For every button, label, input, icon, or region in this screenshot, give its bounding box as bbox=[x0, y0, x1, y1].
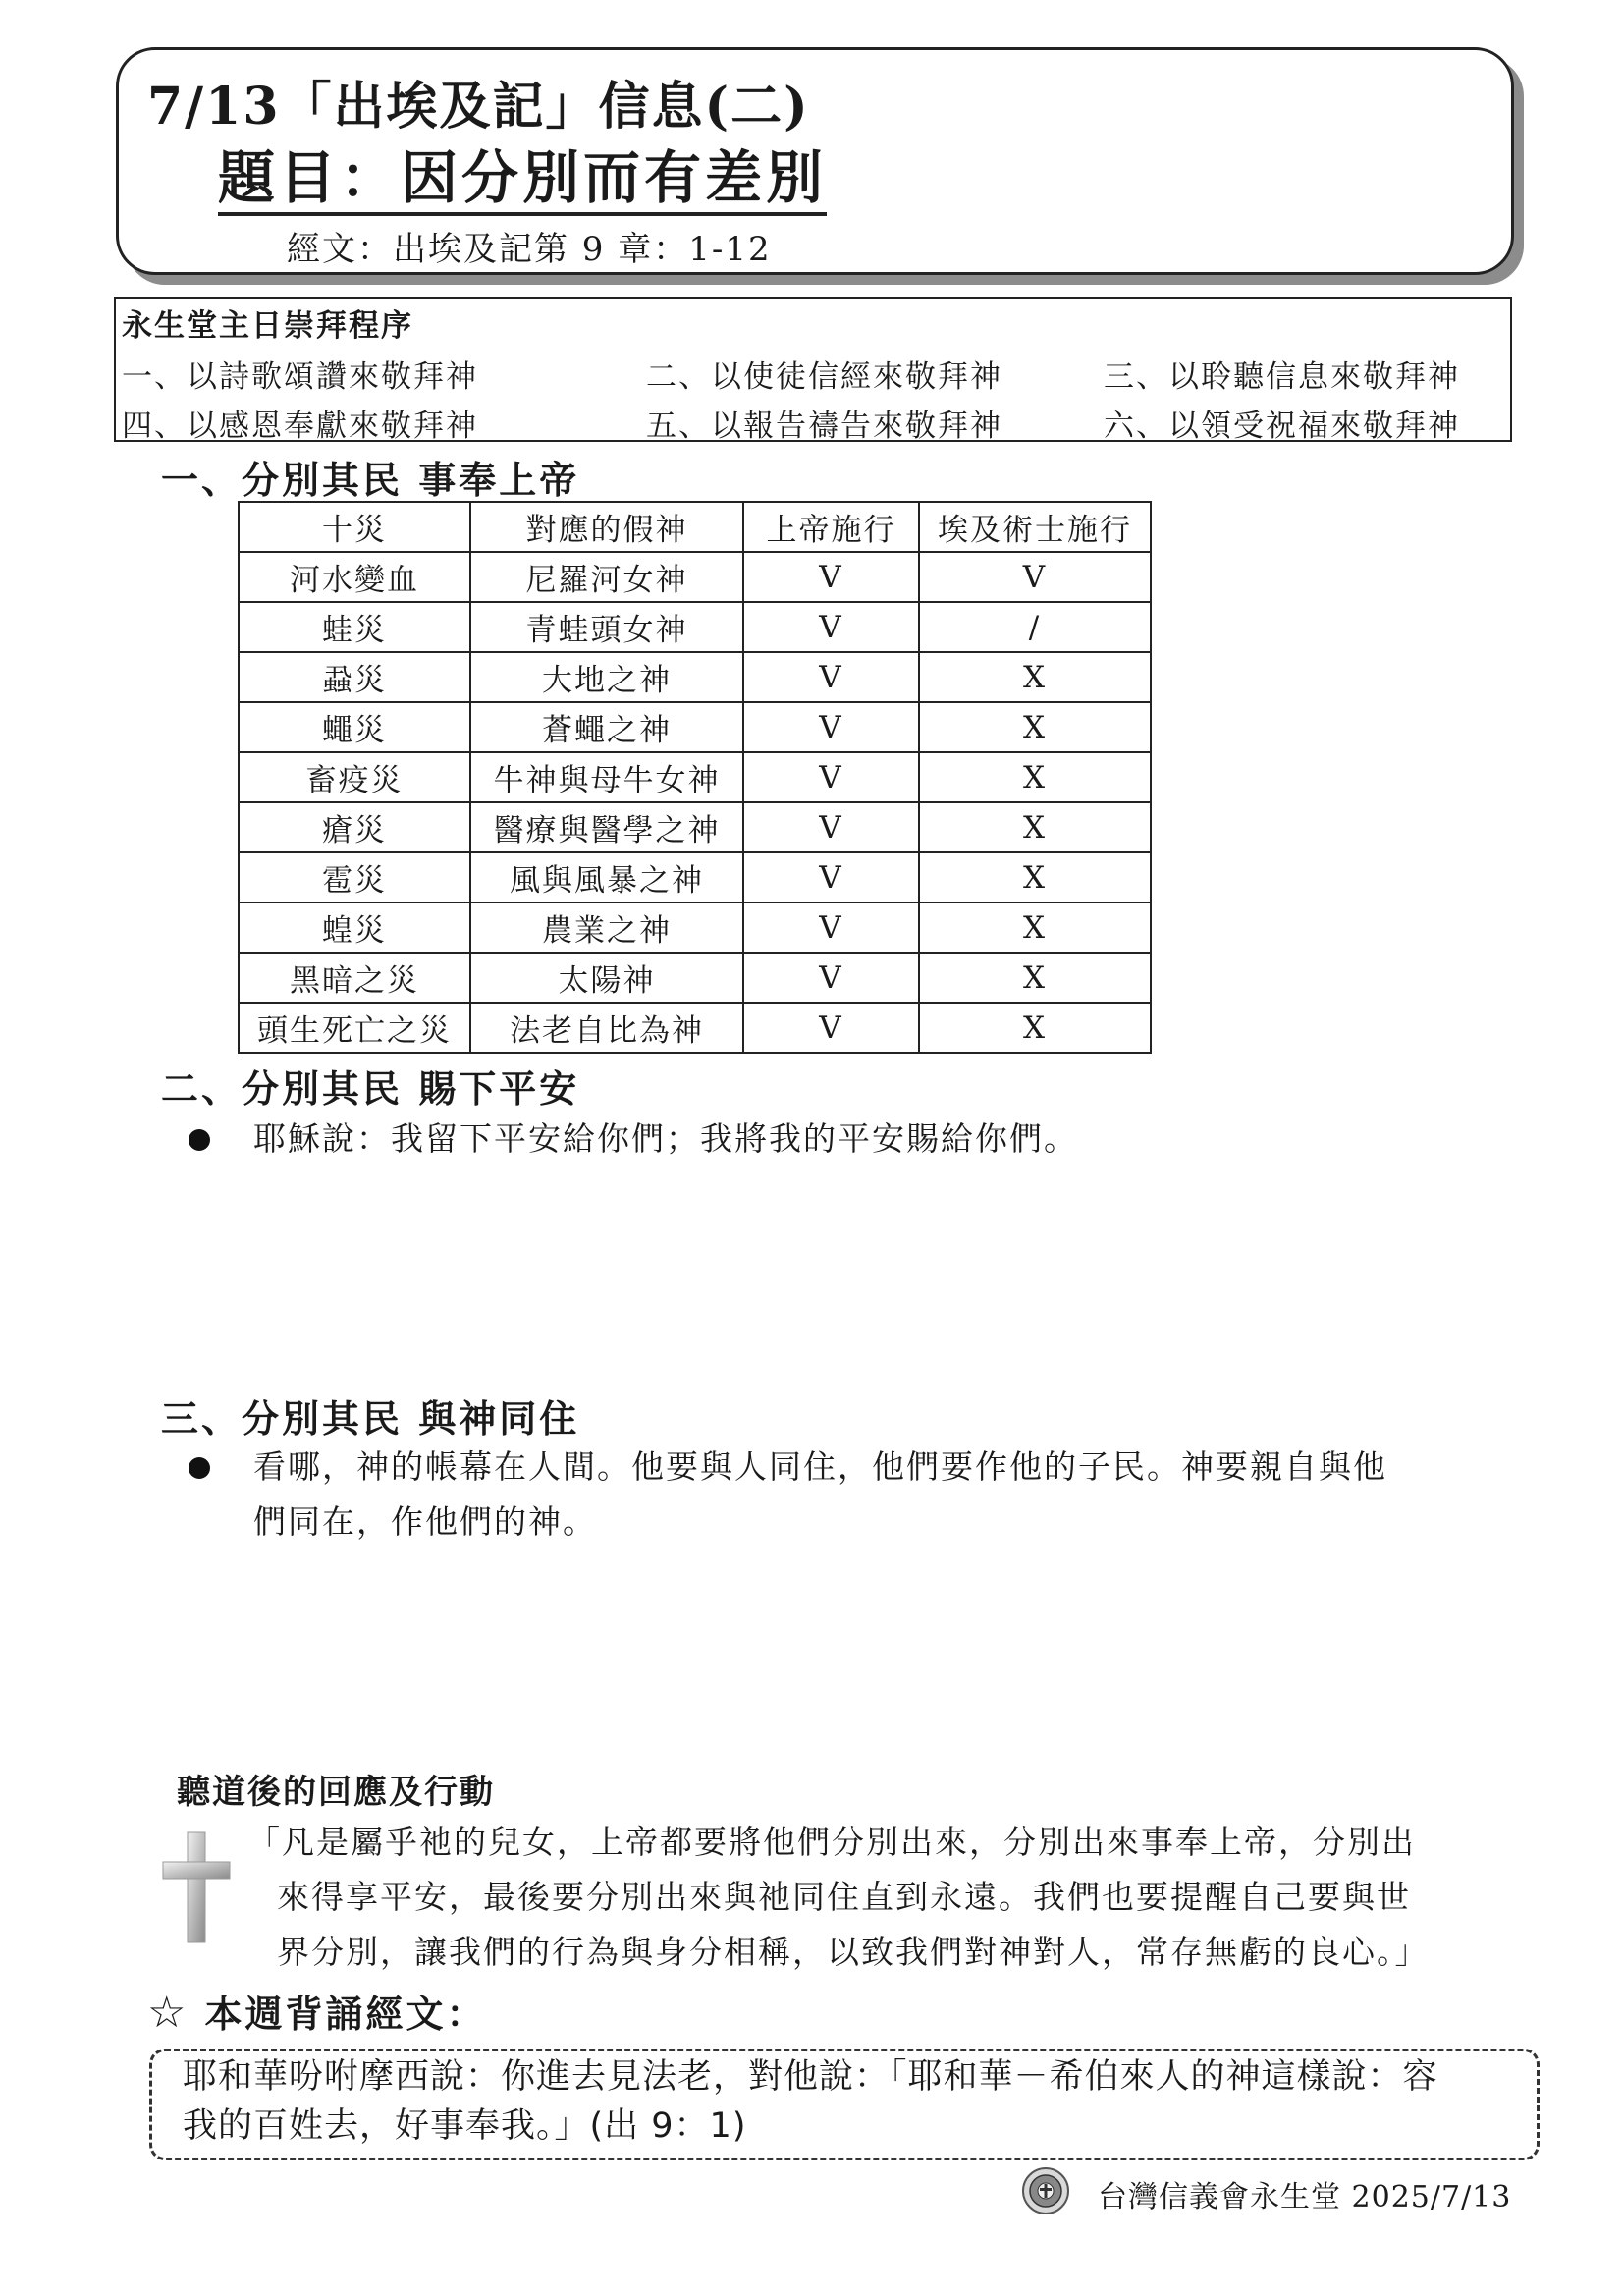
table-cell: V bbox=[743, 602, 919, 652]
table-cell: 蠅災 bbox=[239, 702, 470, 752]
table-cell: V bbox=[743, 852, 919, 902]
section2-heading: 二、分別其民 賜下平安 bbox=[161, 1066, 580, 1111]
sermon-series-title: 7/13「出埃及記」信息(二) bbox=[147, 77, 810, 137]
cross-icon bbox=[157, 1829, 236, 1946]
table-cell: V bbox=[743, 953, 919, 1003]
section3-bullet-line: 們同在，作他們的神。 bbox=[253, 1503, 597, 1541]
column-header: 埃及術士施行 bbox=[919, 502, 1151, 552]
column-header: 十災 bbox=[239, 502, 470, 552]
table-cell: V bbox=[919, 552, 1151, 602]
memory-verse-heading-text: 本週背誦經文： bbox=[204, 1993, 487, 2036]
table-row bbox=[239, 1003, 1151, 1053]
table-row bbox=[239, 953, 1151, 1003]
table-cell: 雹災 bbox=[239, 852, 470, 902]
table-row bbox=[239, 702, 1151, 752]
table-cell: 太陽神 bbox=[470, 953, 743, 1003]
sermon-title: 題目：因分別而有差別 bbox=[218, 145, 827, 216]
table-cell: X bbox=[919, 902, 1151, 953]
table-cell: 醫療與醫學之神 bbox=[470, 802, 743, 852]
section2-bullet-text: 耶穌說：我留下平安給你們；我將我的平安賜給你們。 bbox=[253, 1120, 1078, 1158]
worship-order-item: 三、以聆聽信息來敬拜神 bbox=[1104, 359, 1460, 395]
table-cell: V bbox=[743, 552, 919, 602]
worship-order-item: 一、以詩歌頌讚來敬拜神 bbox=[122, 359, 478, 395]
table-cell: V bbox=[743, 802, 919, 852]
worship-order-item: 五、以報告禱告來敬拜神 bbox=[646, 409, 1002, 444]
table-cell: 畜疫災 bbox=[239, 752, 470, 802]
table-row bbox=[239, 752, 1151, 802]
table-cell: 蝨災 bbox=[239, 652, 470, 702]
table-cell: V bbox=[743, 702, 919, 752]
table-cell: 頭生死亡之災 bbox=[239, 1003, 470, 1053]
column-header: 對應的假神 bbox=[470, 502, 743, 552]
footer-church-date: 台灣信義會永生堂 2025/7/13 bbox=[1098, 2180, 1512, 2214]
table-cell: / bbox=[919, 602, 1151, 652]
table-cell: 瘡災 bbox=[239, 802, 470, 852]
table-cell: 蛙災 bbox=[239, 602, 470, 652]
table-row bbox=[239, 902, 1151, 953]
table-row bbox=[239, 552, 1151, 602]
table-cell: X bbox=[919, 852, 1151, 902]
table-row bbox=[239, 602, 1151, 652]
table-cell: X bbox=[919, 1003, 1151, 1053]
response-title: 聽道後的回應及行動 bbox=[177, 1773, 495, 1812]
plagues-table bbox=[238, 501, 1152, 1054]
star-icon: ☆ bbox=[147, 1988, 189, 2038]
table-cell: 黑暗之災 bbox=[239, 953, 470, 1003]
response-text bbox=[247, 1815, 1524, 1980]
table-cell: V bbox=[743, 902, 919, 953]
table-cell: 尼羅河女神 bbox=[470, 552, 743, 602]
scripture-reference: 經文：出埃及記第 9 章：1-12 bbox=[287, 230, 772, 269]
section3-heading: 三、分別其民 與神同住 bbox=[161, 1396, 580, 1441]
table-cell: 風與風暴之神 bbox=[470, 852, 743, 902]
table-row bbox=[239, 802, 1151, 852]
table-cell: X bbox=[919, 953, 1151, 1003]
bullet-icon bbox=[189, 1457, 210, 1479]
church-seal-icon bbox=[1021, 2166, 1070, 2215]
table-header-row bbox=[239, 502, 1151, 552]
table-cell: 法老自比為神 bbox=[470, 1003, 743, 1053]
worship-order-title: 永生堂主日崇拜程序 bbox=[122, 308, 413, 344]
response-line: 來得享平安，最後要分別出來與祂同住直到永遠。我們也要提醒自己要與世 bbox=[277, 1878, 1411, 1916]
memory-verse-line: 我的百姓去，好事奉我。」(出 9：1) bbox=[183, 2106, 747, 2146]
table-cell: X bbox=[919, 652, 1151, 702]
response-line: 界分別，讓我們的行為與身分相稱，以致我們對神對人，常存無虧的良心。」 bbox=[277, 1933, 1430, 1971]
table-cell: 牛神與母牛女神 bbox=[470, 752, 743, 802]
table-row bbox=[239, 652, 1151, 702]
memory-verse-text bbox=[183, 2052, 1528, 2151]
table-cell: X bbox=[919, 702, 1151, 752]
table-cell: X bbox=[919, 752, 1151, 802]
table-cell: V bbox=[743, 752, 919, 802]
table-row bbox=[239, 852, 1151, 902]
worship-order-item: 二、以使徒信經來敬拜神 bbox=[646, 359, 1002, 395]
table-cell: 大地之神 bbox=[470, 652, 743, 702]
worship-order-item: 四、以感恩奉獻來敬拜神 bbox=[122, 409, 478, 444]
section3-bullet-line: 看哪，神的帳幕在人間。他要與人同住，他們要作他的子民。神要親自與他 bbox=[253, 1448, 1387, 1486]
memory-verse-heading bbox=[147, 1984, 486, 2038]
table-cell: 蝗災 bbox=[239, 902, 470, 953]
table-cell: V bbox=[743, 652, 919, 702]
section1-heading: 一、分別其民 事奉上帝 bbox=[161, 458, 580, 502]
bullet-icon bbox=[189, 1129, 210, 1151]
table-cell: X bbox=[919, 802, 1151, 852]
table-cell: 青蛙頭女神 bbox=[470, 602, 743, 652]
table-cell: V bbox=[743, 1003, 919, 1053]
worship-order-item: 六、以領受祝福來敬拜神 bbox=[1104, 409, 1460, 444]
memory-verse-line: 耶和華吩咐摩西說：你進去見法老，對他說：「耶和華－希伯來人的神這樣說：容 bbox=[183, 2057, 1438, 2097]
column-header: 上帝施行 bbox=[743, 502, 919, 552]
table-cell: 農業之神 bbox=[470, 902, 743, 953]
response-line: 「凡是屬乎祂的兒女，上帝都要將他們分別出來，分別出來事奉上帝，分別出 bbox=[247, 1823, 1416, 1861]
table-cell: 蒼蠅之神 bbox=[470, 702, 743, 752]
table-cell: 河水變血 bbox=[239, 552, 470, 602]
